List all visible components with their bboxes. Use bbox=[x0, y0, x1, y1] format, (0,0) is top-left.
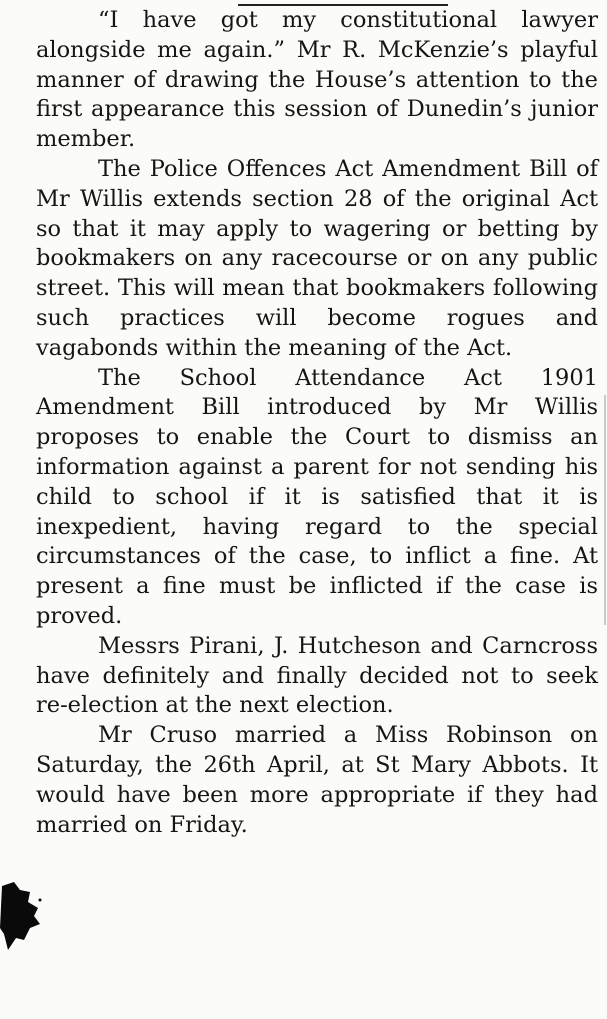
page-edge-shadow bbox=[604, 395, 606, 625]
article-column bbox=[36, 6, 598, 840]
paragraph-constitutional-lawyer: “I have got my constitutional lawyer alongside me again.” Mr R. McKenzie’s playful manner of drawing the House’s attention to the first appearance this session of Dunedin’s junior member. bbox=[36, 7, 598, 153]
paragraph-school-attendance-bill: The School Attendance Act 1901 Amendment Bill introduced by Mr Willis proposes to enable the Court to dismiss an information against a parent for not sending his child to school if it is satisfied that it is inexpedient, having regard to the special circumstances of the case, to inflict a fine. At present a fine must be inflicted if the case is proved. bbox=[36, 364, 598, 629]
ink-blot-mark bbox=[0, 880, 42, 952]
paragraph-police-offences-bill: The Police Offences Act Amendment Bill of Mr Willis extends section 28 of the original Act so that it may apply to wagering or betting by bookmakers on any racecourse or on any public street. This will mean that bookmakers following such practices will become rogues and vagabonds within the meaning of the Act. bbox=[36, 155, 598, 361]
paragraph-re-election: Messrs Pirani, J. Hutcheson and Carncross have definitely and finally decided not to seek re-election at the next election. bbox=[36, 632, 598, 719]
paragraph-cruso-marriage: Mr Cruso married a Miss Robinson on Saturday, the 26th April, at St Mary Abbots. It would have been more appropriate if they had married on Friday. bbox=[36, 722, 598, 838]
